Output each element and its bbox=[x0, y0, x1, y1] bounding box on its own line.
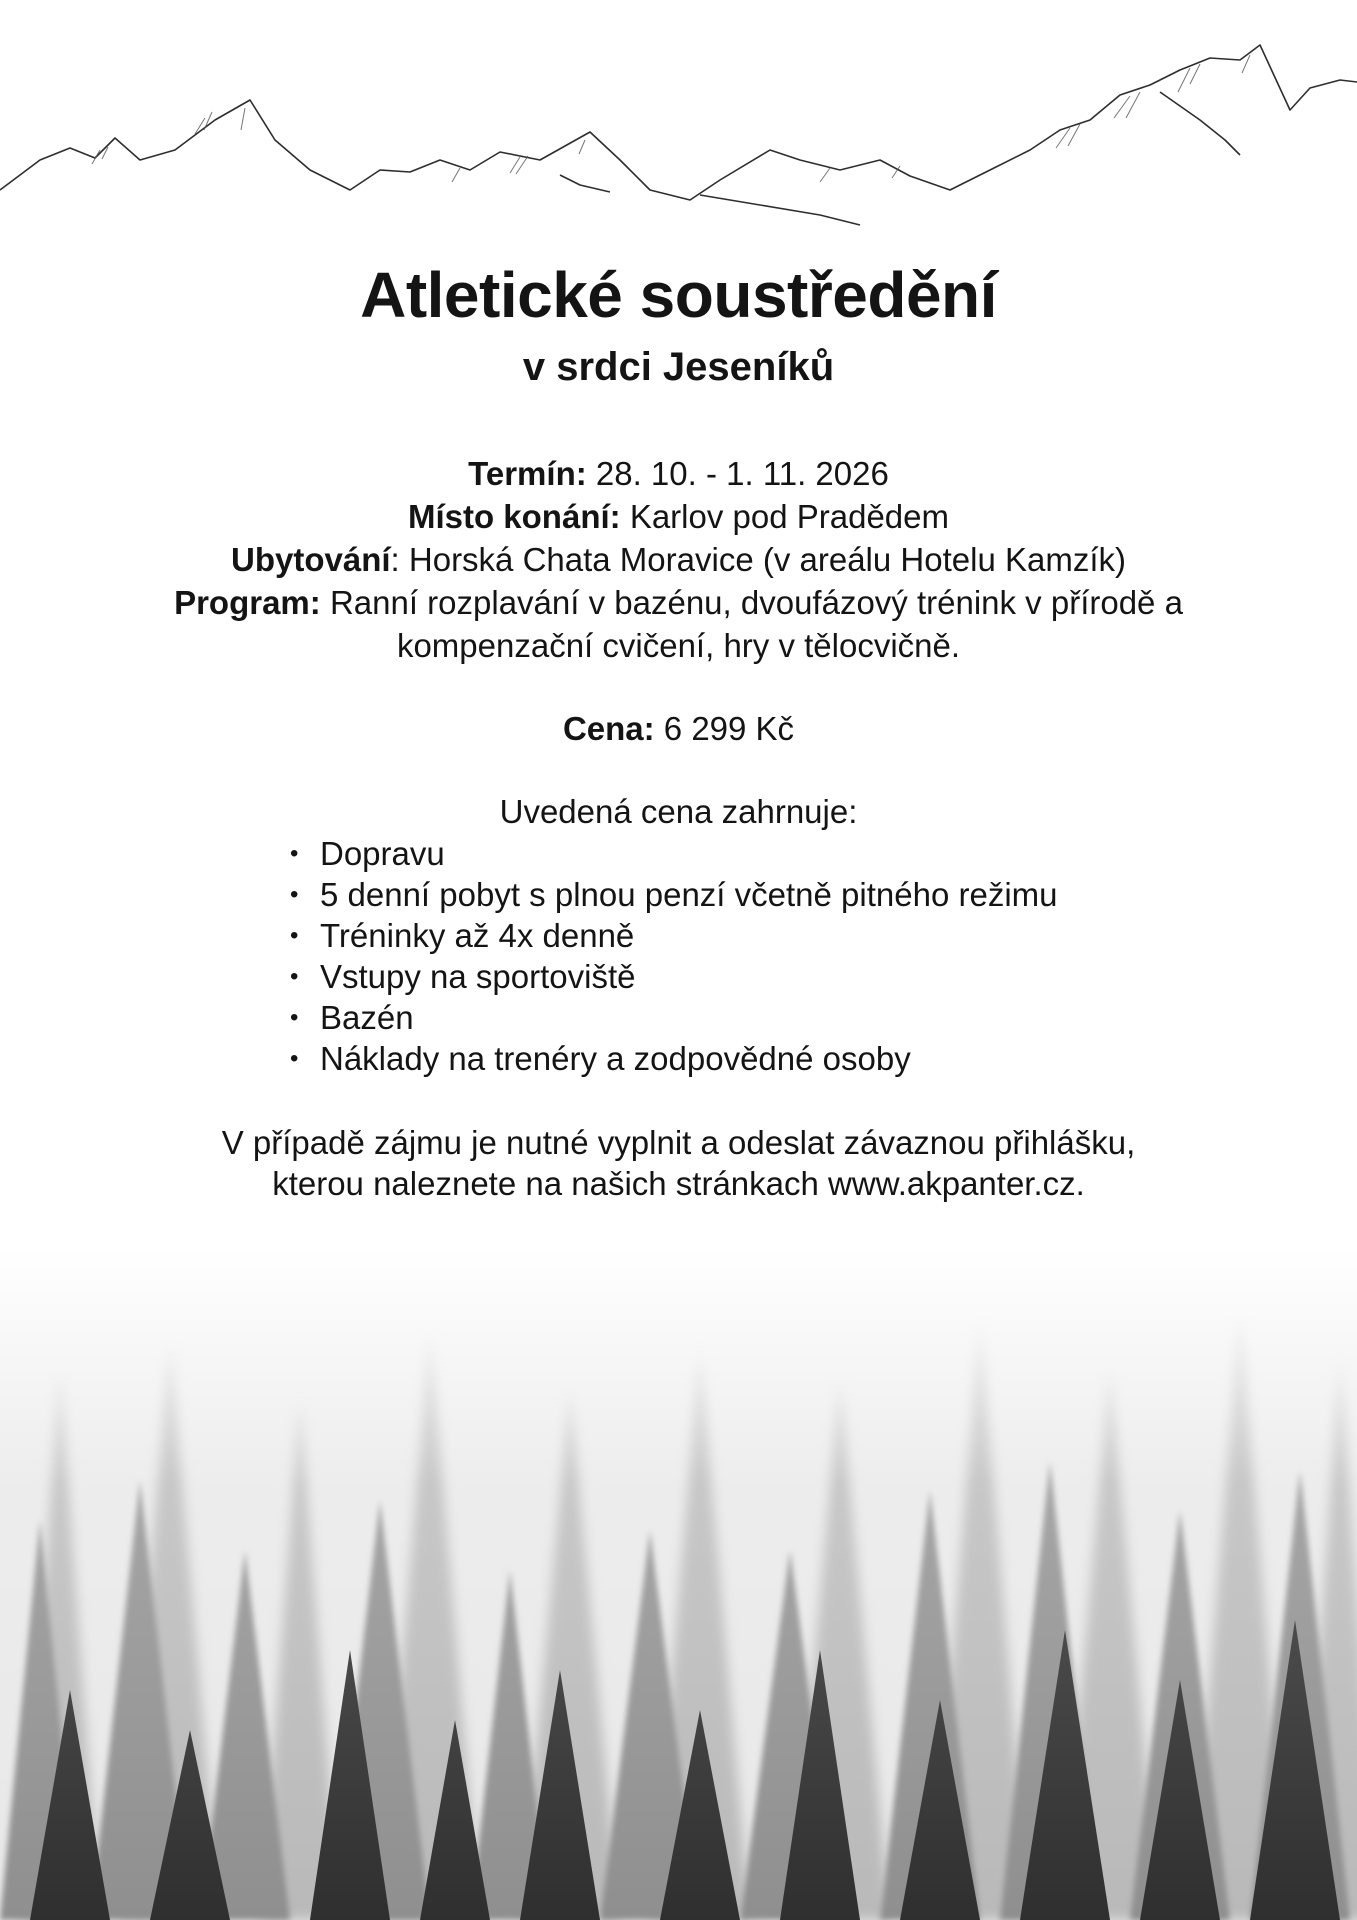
term-line bbox=[150, 452, 1207, 495]
place-value: Karlov pod Pradědem bbox=[629, 498, 950, 535]
event-details bbox=[150, 452, 1207, 667]
call-to-action: V případě zájmu je nutné vyplnit a odeslat závaznou přihlášku, kterou naleznete na našich stránkach www.akpanter.cz. bbox=[221, 1124, 1136, 1202]
accommodation-value: : Horská Chata Moravice (v areálu Hotelu Kamzík) bbox=[390, 541, 1126, 578]
forest-illustration bbox=[0, 1250, 1357, 1920]
program-line bbox=[150, 581, 1207, 667]
page-title: Atletické soustředění bbox=[360, 259, 997, 331]
list-item: • Náklady na trenéry a zodpovědné osoby bbox=[290, 1038, 1058, 1079]
includes-list bbox=[290, 833, 1058, 1079]
accommodation-line bbox=[150, 538, 1207, 581]
list-item: • Bazén bbox=[290, 997, 1058, 1038]
program-label: Program: bbox=[174, 584, 321, 621]
list-item: • 5 denní pobyt s plnou penzí včetně pitného režimu bbox=[290, 874, 1058, 915]
includes-heading: Uvedená cena zahrnuje: bbox=[499, 793, 858, 830]
place-line bbox=[150, 495, 1207, 538]
price-value: 6 299 Kč bbox=[663, 710, 795, 747]
accommodation-label: Ubytování bbox=[231, 541, 391, 578]
list-item: • Vstupy na sportoviště bbox=[290, 956, 1058, 997]
list-item: • Dopravu bbox=[290, 833, 1058, 874]
price-line bbox=[0, 710, 1357, 748]
program-value: Ranní rozplavání v bazénu, dvoufázový trénink v přírodě a kompenzační cvičení, hry v tělocvičně. bbox=[329, 584, 1183, 664]
mountain-illustration bbox=[0, 0, 1357, 240]
price-label: Cena: bbox=[562, 710, 655, 747]
term-label: Termín: bbox=[468, 455, 587, 492]
place-label: Místo konání: bbox=[407, 498, 621, 535]
list-item: • Tréninky až 4x denně bbox=[290, 915, 1058, 956]
page-subtitle: v srdci Jeseníků bbox=[522, 345, 835, 389]
term-value: 28. 10. - 1. 11. 2026 bbox=[595, 455, 889, 492]
